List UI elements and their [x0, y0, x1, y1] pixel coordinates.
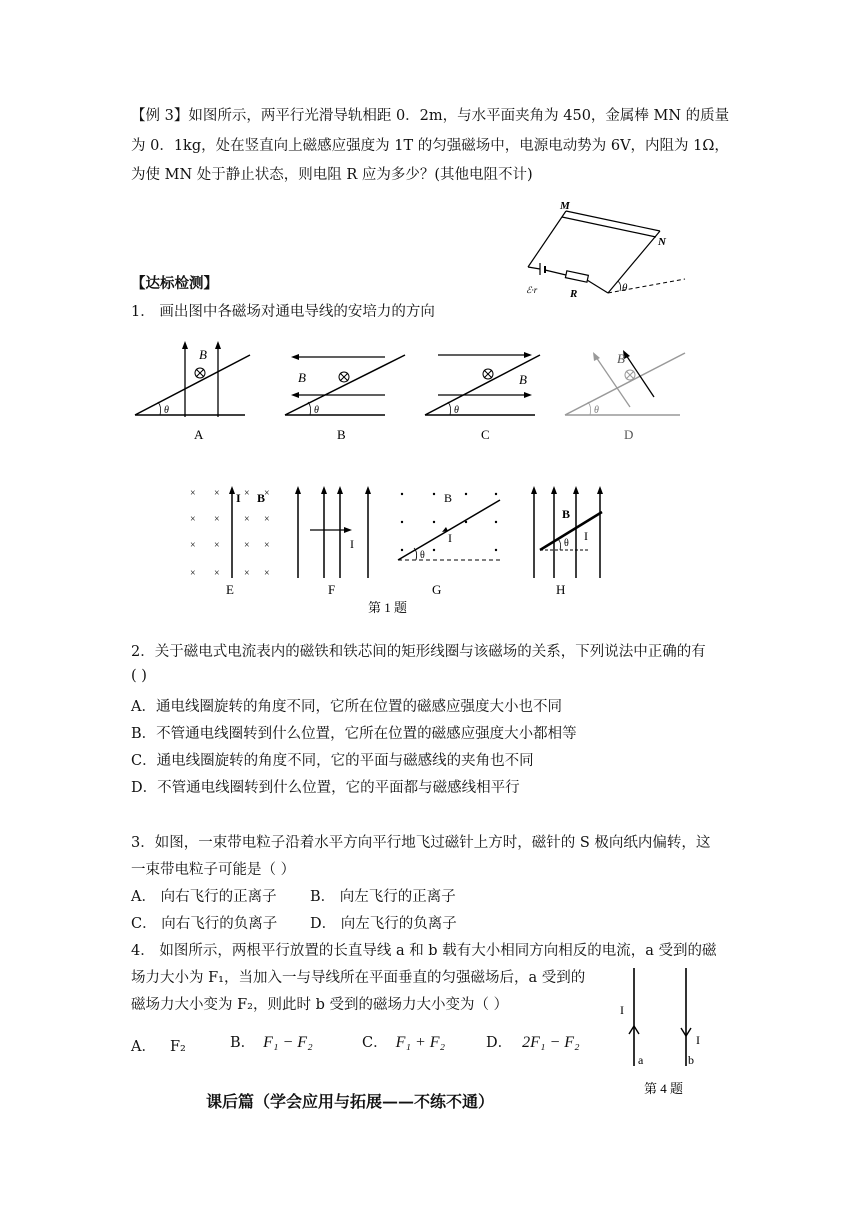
q3-option-a: A． 向右飞行的正离子 [131, 889, 277, 905]
fig-d-b: B [617, 351, 625, 366]
label-r: R [570, 288, 578, 300]
example3-line-1: 【例 3】如图所示，两平行光滑导轨相距 0．2m，与水平面夹角为 450，金属棒 MN 的质量 [131, 108, 730, 124]
fig-g-label: G [432, 582, 442, 597]
q4-line-3: 磁场力大小变为 F₂，则此时 b 受到的磁场力大小变为（ ） [131, 997, 509, 1013]
fig-d-label: D [624, 427, 634, 442]
figure-b [285, 354, 405, 442]
q1-text: 1． 画出图中各磁场对通电导线的安培力的方向 [131, 304, 435, 320]
figure-e [190, 486, 270, 597]
label-emf: ℰ·r [526, 285, 538, 295]
svg-text:×: × [244, 488, 250, 499]
wire-a-label: a [638, 1053, 644, 1067]
fig-c-theta: θ [454, 405, 459, 416]
svg-text:×: × [264, 540, 270, 551]
q4-line-1: 4． 如图所示，两根平行放置的长直导线 a 和 b 载有大小相同方向相反的电流，a 受到的磁 [131, 943, 717, 959]
fig-f-i: I [350, 537, 354, 551]
q3-option-c: C． 向右飞行的负离子 [131, 916, 278, 932]
q3-line-2: 一束带电粒子可能是（ ） [131, 862, 296, 878]
label-theta: θ [622, 282, 628, 294]
svg-text:×: × [190, 540, 196, 551]
q2-line-1: 2．关于磁电式电流表内的磁铁和铁芯间的矩形线圈与该磁场的关系，下列说法中正确的有 [131, 644, 706, 660]
fig-c-b: B [519, 372, 527, 387]
label-m: M [560, 200, 570, 212]
svg-text:×: × [214, 488, 220, 499]
fig-g-i: I [448, 531, 452, 545]
figure-f [295, 486, 371, 597]
fig-a-b: B [199, 347, 207, 362]
svg-text:×: × [244, 568, 250, 579]
figure-h [531, 486, 603, 597]
fig-e-b: B [257, 491, 266, 505]
q4-line-2: 场力大小为 F₁，当加入一与导线所在平面垂直的匀强磁场后，a 受到的 [131, 970, 586, 986]
figure-g [398, 491, 500, 597]
fig-d-theta: θ [594, 405, 599, 416]
q1-top-figures [130, 335, 700, 450]
q4-option-c: C． F₁ + F₂ [362, 1034, 446, 1051]
svg-text:×: × [214, 514, 220, 525]
fig-e-label: E [226, 582, 234, 597]
q3-line-1: 3．如图，一束带电粒子沿着水平方向平行地飞过磁针上方时，磁针的 S 极向纸内偏转，这 [131, 835, 711, 851]
fig-h-b: B [562, 507, 571, 521]
example3-line-3: 为使 MN 处于静止状态，则电阻 R 应为多少？(其他电阻不计) [131, 167, 533, 183]
fig-b-label: B [337, 427, 346, 442]
fig-a-label: A [194, 427, 204, 442]
fig-g-b: B [444, 491, 453, 505]
fig-g-theta: θ [420, 550, 425, 561]
svg-text:×: × [244, 540, 250, 551]
svg-text:×: × [264, 568, 270, 579]
q2-option-b: B．不管通电线圈转到什么位置，它所在位置的磁感应强度大小都相等 [131, 726, 577, 742]
q2-line-2: ( ) [131, 668, 147, 684]
label-n: N [658, 236, 666, 248]
q3-option-d: D． 向左飞行的负离子 [310, 916, 457, 932]
figure-c [425, 352, 540, 442]
svg-text:×: × [264, 488, 270, 499]
fig-a-theta: θ [164, 405, 169, 416]
q1-bottom-figures [180, 482, 620, 617]
fig-b-theta: θ [314, 405, 319, 416]
q4-wires-diagram [612, 962, 712, 1102]
fig-e-i: I [236, 491, 241, 505]
svg-text:×: × [190, 514, 196, 525]
fig-h-theta: θ [564, 538, 569, 549]
q4-option-d: D． 2F₁ − F₂ [486, 1034, 580, 1051]
svg-text:×: × [264, 514, 270, 525]
figure-d [565, 350, 685, 442]
q1-caption: 第 1 题 [368, 600, 408, 615]
svg-text:×: × [190, 568, 196, 579]
svg-text:×: × [244, 514, 250, 525]
q3-option-b: B． 向左飞行的正离子 [310, 889, 456, 905]
fig-h-label: H [556, 582, 566, 597]
wire-b-current: I [696, 1033, 700, 1047]
q4-caption: 第 4 题 [644, 1081, 684, 1096]
wire-b-label: b [688, 1053, 694, 1067]
fig-h-i: I [584, 529, 588, 543]
q4-option-a: A． F₂ [131, 1039, 186, 1055]
q4-option-b: B． F₁ − F₂ [230, 1034, 313, 1051]
figure-a [135, 341, 250, 442]
example3-line-2: 为 0．1kg，处在竖直向上磁感应强度为 1T 的匀强磁场中，电源电动势为 6V，内阻为 1Ω， [131, 138, 729, 154]
svg-text:×: × [190, 488, 196, 499]
fig-b-b: B [298, 370, 306, 385]
fig-f-label: F [328, 582, 336, 597]
after-class-title: 课后篇（学会应用与拓展——不练不通） [206, 1092, 495, 1111]
svg-text:×: × [214, 540, 220, 551]
q2-option-c: C．通电线圈旋转的角度不同，它的平面与磁感线的夹角也不同 [131, 753, 534, 769]
svg-text:×: × [214, 568, 220, 579]
fig-c-label: C [481, 427, 490, 442]
wire-a-current: I [620, 1003, 624, 1017]
q2-option-d: D．不管通电线圈转到什么位置，它的平面都与磁感线相平行 [131, 780, 520, 796]
q2-option-a: A．通电线圈旋转的角度不同，它所在位置的磁感应强度大小也不同 [131, 699, 562, 715]
inclined-rails-diagram [520, 195, 690, 305]
section-title: 【达标检测】 [131, 275, 218, 292]
